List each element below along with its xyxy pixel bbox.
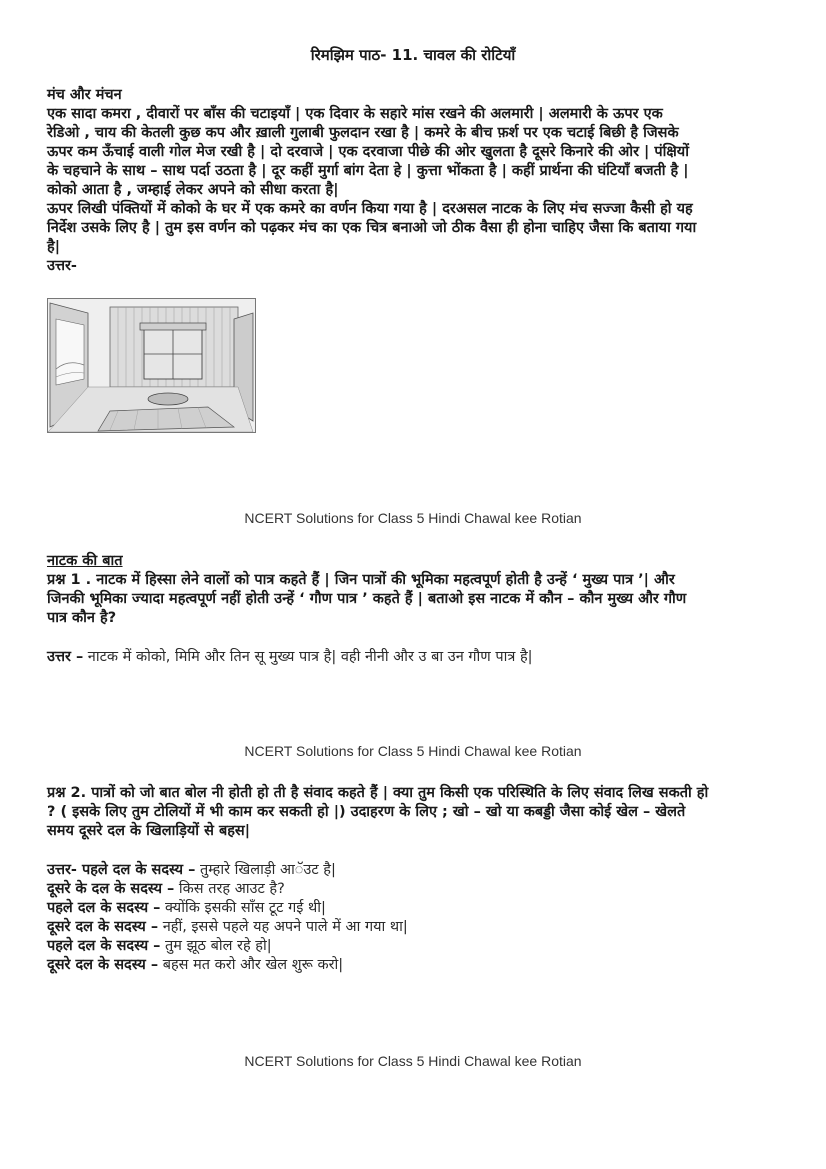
dialogue-speaker: दूसरे दल के सदस्य – bbox=[47, 957, 159, 973]
page-title: रिमझिम पाठ- 11. चावल की रोटियाँ bbox=[310, 46, 516, 64]
dialogue-line bbox=[47, 899, 787, 918]
stage-section bbox=[47, 86, 787, 276]
dialogue-answer bbox=[47, 861, 787, 975]
page-footer: NCERT Solutions for Class 5 Hindi Chawal kee Rotian bbox=[244, 510, 582, 526]
dialogue-speaker: दूसरे दल के सदस्य – bbox=[47, 919, 159, 935]
dialogue-line bbox=[47, 918, 787, 937]
paragraph-line: एक सादा कमरा , दीवारों पर बाँस की चटाइयाँ | एक दिवार के सहारे मांस रखने की अलमारी | अलमारी के ऊपर एक bbox=[47, 106, 663, 122]
room-sketch-illustration bbox=[48, 299, 255, 432]
question-line: निर्देश उसके लिए है | तुम इस वर्णन को पढ़कर मंच का एक चित्र बनाओ जो ठीक वैसा ही होना चाहिए जैसा कि बताया गया bbox=[47, 220, 697, 236]
answer-label: उत्तर – bbox=[47, 649, 84, 665]
question-line: पात्र कौन है? bbox=[47, 610, 117, 626]
dialogue-speaker: पहले दल के सदस्य – bbox=[47, 938, 161, 954]
dialogue-text: किस तरह आउट है? bbox=[174, 881, 285, 897]
paragraph-line: के चहचाने के साथ – साथ पर्दा उठता है | दूर कहीं मुर्गा बांग देता हे | कुत्ता भोंकता है | कहीं प्रार्थना की घंटियाँ बजती है | bbox=[47, 163, 689, 179]
answer-1 bbox=[47, 648, 787, 667]
page-footer: NCERT Solutions for Class 5 Hindi Chawal kee Rotian bbox=[244, 1053, 582, 1069]
question-line: प्रश्न 2. पात्रों को जो बात बोल नी होती हो ती है संवाद कहते हैं | क्या तुम किसी एक परिस्थिति के लिए संवाद लिख सकती हो bbox=[47, 785, 709, 801]
section-heading: नाटक की बात bbox=[47, 553, 123, 569]
dialogue-question bbox=[47, 784, 787, 841]
stage-sketch-image bbox=[47, 298, 256, 433]
dialogue-text: बहस मत करो और खेल शुरू करो| bbox=[158, 957, 344, 973]
paragraph-line: कोको आता है , जम्हाई लेकर अपने को सीधा करता है| bbox=[47, 182, 339, 198]
dialogue-line bbox=[47, 937, 787, 956]
question-line: जिनकी भूमिका ज्यादा महत्वपूर्ण नहीं होती उन्हें ‘ गौण पात्र ’ कहते हैं | बताओ इस नाटक में कौन – कौन मुख्य और गौण bbox=[47, 591, 687, 607]
dialogue-speaker: दूसरे के दल के सदस्य – bbox=[47, 881, 175, 897]
drama-section bbox=[47, 552, 787, 628]
dialogue-speaker: पहले दल के सदस्य – bbox=[47, 900, 161, 916]
dialogue-line bbox=[47, 956, 787, 975]
question-line: ऊपर लिखी पंक्तियों में कोको के घर में एक कमरे का वर्णन किया गया है | दरअसल नाटक के लिए मंच सज्जा कैसी हो यह bbox=[47, 201, 693, 217]
answer-label: उत्तर- bbox=[47, 258, 77, 274]
paragraph-line: ऊपर कम ऊँचाई वाली गोल मेज रखी है | दो दरवाजे | एक दरवाजा पीछे की ओर खुलता है दूसरे किनारे की ओर | पंक्षियों bbox=[47, 144, 689, 160]
question-line: है| bbox=[47, 239, 60, 255]
dialogue-text: क्योंकि इसकी साँस टूट गई थी| bbox=[160, 900, 326, 916]
section-heading: मंच और मंचन bbox=[47, 87, 122, 103]
dialogue-text: तुम झूठ बोल रहे हो| bbox=[160, 938, 272, 954]
paragraph-line: रेडिओ , चाय की केतली कुछ कप और ख़ाली गुलाबी फुलदान रखा है | कमरे के बीच फ़र्श पर एक चटाई बिछी है जिसके bbox=[47, 125, 679, 141]
dialogue-text: नहीं, इससे पहले यह अपने पाले में आ गया था| bbox=[158, 919, 408, 935]
question-line: ? ( इसके लिए तुम टोलियों में भी काम कर सकती हो |) उदाहरण के लिए ; खो – खो या कबड्डी जैसा कोई खेल – खेलते bbox=[47, 804, 686, 820]
answer-text: नाटक में कोको, मिमि और तिन सू मुख्य पात्र है| वही नीनी और उ बा उन गौण पात्र है| bbox=[83, 649, 533, 665]
dialogue-text: तुम्हारे खिलाड़ी आॅउट है| bbox=[195, 862, 336, 878]
dialogue-line bbox=[47, 861, 787, 880]
dialogue-line bbox=[47, 880, 787, 899]
question-line: समय दूसरे दल के खिलाड़ियों से बहस| bbox=[47, 823, 251, 839]
question-line: प्रश्न 1 . नाटक में हिस्सा लेने वालों को पात्र कहते हैं | जिन पात्रों की भूमिका महत्वपूर्ण होती है उन्हें ‘ मुख्य पात्र ’| और bbox=[47, 572, 675, 588]
page-footer: NCERT Solutions for Class 5 Hindi Chawal kee Rotian bbox=[244, 743, 582, 759]
dialogue-speaker: उत्तर- पहले दल के सदस्य – bbox=[47, 862, 196, 878]
